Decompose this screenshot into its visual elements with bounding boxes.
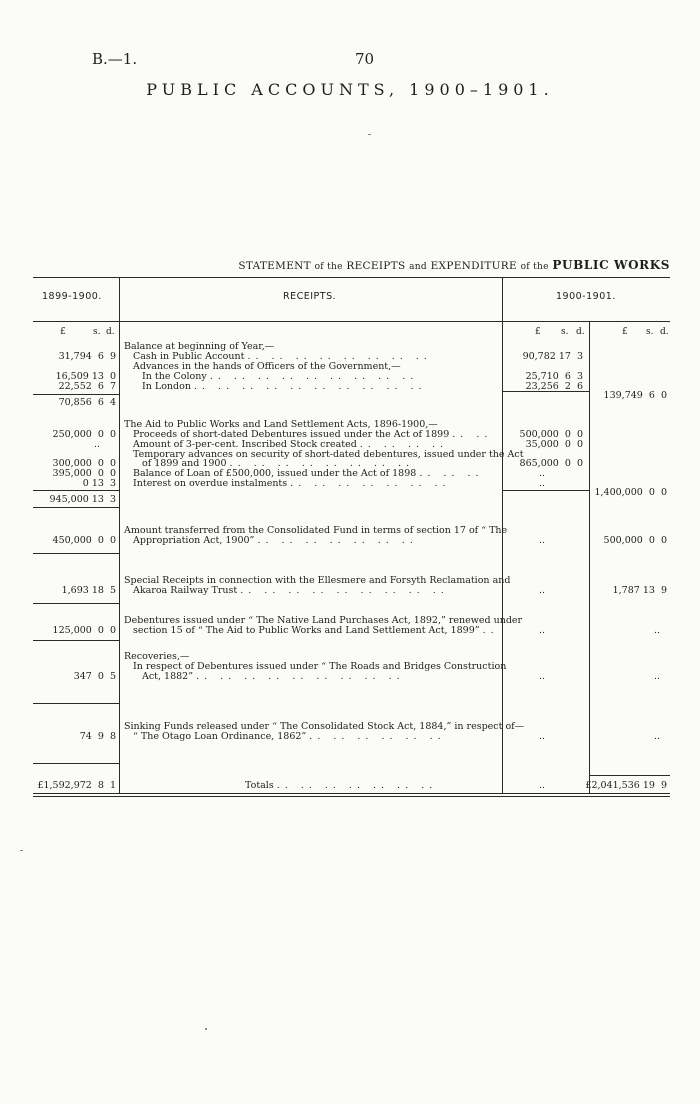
proceeds-1900: 500,000 0 0 — [519, 429, 583, 440]
recoveries-label: In respect of Debentures issued under “ The Roads and Bridges Construction — [133, 661, 507, 672]
sinking-label: Sinking Funds released under “ The Consolidated Stock Act, 1884,” in respect of— — [124, 721, 525, 732]
debentures-label-cont: section 15 of “ The Aid to Public Works and Land Settlement Act, 1899” .. — [133, 625, 499, 636]
special-label: Special Receipts in connection with the Ellesmere and Forsyth Reclamation and — [124, 575, 511, 586]
table-bottom-rule — [33, 796, 670, 797]
scan-speck — [205, 1028, 207, 1030]
loan-label: Balance of Loan of £500,000, issued under the Act of 1898 .. .. .. — [133, 468, 484, 479]
advances-label: Advances in the hands of Officers of the Government,— — [133, 361, 401, 372]
column-header-1899: 1899-1900. — [42, 291, 102, 302]
row-rule — [33, 703, 119, 704]
column-divider — [119, 277, 120, 793]
totals-mid: .. — [538, 780, 545, 791]
balance-total-1900: 139,749 6 0 — [603, 390, 667, 401]
page-number: 70 — [355, 50, 375, 68]
recoveries-1900: .. — [653, 671, 660, 682]
special-mid: .. — [538, 585, 545, 596]
interest-1899: 0 13 3 — [82, 478, 116, 489]
cash-1899: 31,794 6 9 — [58, 351, 116, 362]
colony-1899: 16,509 13 0 — [55, 371, 116, 382]
special-label-cont: Akaroa Railway Trust .. .. .. .. .. .. .. .. .. — [133, 585, 449, 596]
consolidated-1900: 500,000 0 0 — [603, 535, 667, 546]
row-rule — [33, 507, 119, 508]
london-1899: 22,552 6 7 — [58, 381, 116, 392]
recoveries-1899: 347 0 5 — [73, 671, 116, 682]
debentures-1900: .. — [653, 625, 660, 636]
subtotal-rule — [589, 775, 670, 776]
debentures-mid: .. — [538, 625, 545, 636]
page-title: PUBLIC ACCOUNTS, 1900–1901. — [146, 80, 554, 99]
consolidated-1899: 450,000 0 0 — [52, 535, 116, 546]
inscribed-1900: 35,000 0 0 — [525, 439, 583, 450]
row-rule — [33, 603, 119, 604]
unit-pound: £ — [622, 327, 628, 337]
consolidated-label-cont: Appropriation Act, 1900” .. .. .. .. .. .. .. — [133, 535, 418, 546]
sinking-1900: .. — [653, 731, 660, 742]
recoveries-heading: Recoveries,— — [124, 651, 190, 662]
statement-word: of the — [314, 262, 343, 272]
temp-label-cont: of 1899 and 1900 .. .. .. .. .. .. .. .. — [142, 458, 415, 469]
statement-word: STATEMENT — [238, 260, 311, 272]
cash-label: Cash in Public Account .. .. .. .. .. .. .. .. — [133, 351, 432, 362]
proceeds-1899: 250,000 0 0 — [52, 429, 116, 440]
temp-1899: 300,000 0 0 — [52, 458, 116, 469]
statement-word: of the — [520, 262, 549, 272]
unit-shilling: s. — [93, 327, 101, 337]
consolidated-mid: .. — [538, 535, 545, 546]
row-rule — [33, 490, 119, 491]
row-rule — [33, 394, 119, 395]
page-reference: B.—1. — [92, 50, 138, 68]
totals-1900: £2,041,536 19 9 — [585, 780, 667, 791]
consolidated-label: Amount transferred from the Consolidated Fund in terms of section 17 of “ The — [124, 525, 508, 536]
aid-subtotal-1899: 945,000 13 3 — [49, 494, 116, 505]
unit-pence: d. — [576, 327, 585, 337]
loan-1900: .. — [538, 468, 545, 479]
unit-shilling: s. — [561, 327, 569, 337]
recoveries-label-cont: Act, 1882” .. .. .. .. .. .. .. .. .. — [142, 671, 405, 682]
statement-word: and — [409, 262, 427, 272]
column-divider — [589, 321, 590, 793]
totals-1899: £1,592,972 8 1 — [37, 780, 116, 791]
statement-word: RECEIPTS — [346, 260, 406, 272]
london-label: In London .. .. .. .. .. .. .. .. .. .. — [142, 381, 427, 392]
debentures-1899: 125,000 0 0 — [52, 625, 116, 636]
colony-1900: 25,710 6 3 — [525, 371, 583, 382]
unit-pence: d. — [660, 327, 669, 337]
temp-1900: 865,000 0 0 — [519, 458, 583, 469]
row-rule — [33, 640, 119, 641]
sinking-1899: 74 9 8 — [79, 731, 116, 742]
interest-label: Interest on overdue instalments .. .. .. .. .. .. .. — [133, 478, 451, 489]
unit-pence: d. — [106, 327, 115, 337]
aid-total-1900: 1,400,000 0 0 — [594, 487, 667, 498]
statement-title — [238, 258, 670, 272]
totals-label: Totals .. .. .. .. .. .. .. — [245, 780, 438, 791]
unit-pound: £ — [535, 327, 541, 337]
statement-word: EXPENDITURE — [430, 260, 517, 272]
london-1900: 23,256 2 6 — [525, 381, 583, 392]
unit-pound: £ — [60, 327, 66, 337]
row-rule — [33, 553, 119, 554]
interest-1900: .. — [538, 478, 545, 489]
column-header-1900: 1900-1901. — [556, 291, 616, 302]
statement-word: PUBLIC WORKS — [552, 258, 670, 272]
table-top-rule — [33, 277, 670, 278]
inscribed-label: Amount of 3-per-cent. Inscribed Stock created .. .. .. .. — [133, 439, 449, 450]
aid-heading: The Aid to Public Works and Land Settlement Acts, 1896-1900,— — [124, 419, 438, 430]
inscribed-1899: .. — [93, 439, 100, 450]
recoveries-mid: .. — [538, 671, 545, 682]
colony-label: In the Colony .. .. .. .. .. .. .. .. .. — [142, 371, 419, 382]
sinking-label-cont: “ The Otago Loan Ordinance, 1862” .. .. .. .. .. .. — [133, 731, 446, 742]
temp-label: Temporary advances on security of short-dated debentures, issued under the Act — [133, 449, 524, 460]
sinking-mid: .. — [538, 731, 545, 742]
scan-speck — [20, 850, 23, 851]
loan-1899: 395,000 0 0 — [52, 468, 116, 479]
row-rule — [33, 763, 119, 764]
scan-speck — [368, 134, 371, 135]
special-1900: 1,787 13 9 — [612, 585, 667, 596]
balance-subtotal-1899: 70,856 6 4 — [58, 397, 116, 408]
column-header-receipts: RECEIPTS. — [283, 291, 337, 302]
proceeds-label: Proceeds of short-dated Debentures issued under the Act of 1899 .. .. — [133, 429, 493, 440]
cash-1900: 90,782 17 3 — [522, 351, 583, 362]
subtotal-rule — [502, 490, 589, 491]
special-1899: 1,693 18 5 — [61, 585, 116, 596]
balance-heading: Balance at beginning of Year,— — [124, 341, 275, 352]
header-bottom-rule — [33, 321, 670, 322]
debentures-label: Debentures issued under “ The Native Land Purchases Act, 1892,” renewed under — [124, 615, 523, 626]
table-bottom-rule — [33, 793, 670, 794]
unit-shilling: s. — [646, 327, 654, 337]
